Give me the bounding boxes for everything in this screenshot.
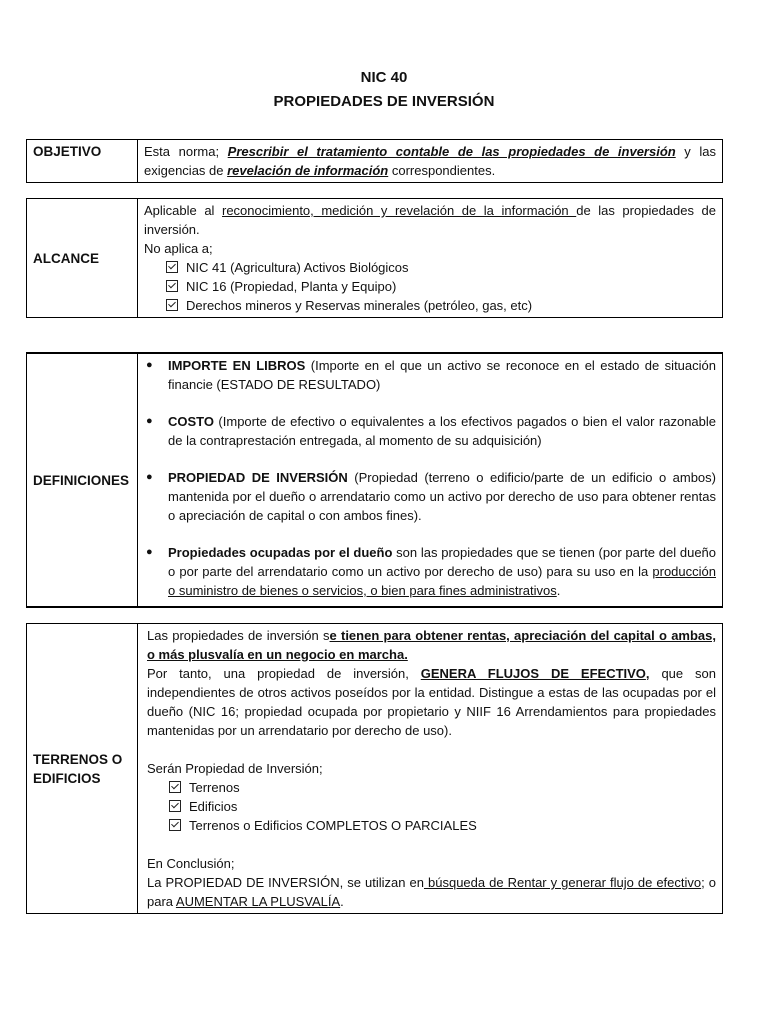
objetivo-text: Esta norma; Prescribir el tratamiento contable de las propiedades de inversión y las exigencias de revelación de información correspondientes. (138, 140, 723, 183)
checklist-item: NIC 41 (Agricultura) Activos Biológicos (144, 258, 716, 277)
definition-item: ● COSTO (Importe de efectivo o equivalentes a los efectivos pagados o bien el valor razonable de la contraprestación entregada, al momento de su adquisición) (146, 414, 716, 448)
terrenos-text: Las propiedades de inversión se tienen para obtener rentas, apreciación del capital o ambas, o más plusvalía en un negocio en marcha. Por tanto, una propiedad de inversión, GENERA FLUJOS DE EFECTIVO, que son independientes de otros activos poseídos por la entidad. Distingue a estas de las ocupadas por el dueño (NIC 16; propiedad ocupada por propietario y NIIF 16 Arrendamientos para propiedades mantenidas por un arrendatario por derecho de uso). Serán Propiedad de Inversión; Terrenos Edificios Terrenos o Edificios COMPLETOS O PARCIALES En Conclusión; La PROPIEDAD DE INVERSIÓN, se utilizan en búsqueda de Rentar y generar flujo de efectivo; o para AUMENTAR LA PLUSVALÍA. (138, 624, 723, 914)
alcance-section (26, 198, 723, 318)
objetivo-section (26, 139, 723, 183)
bullet-icon: ● (146, 471, 153, 483)
definiciones-list (138, 353, 723, 607)
definition-item: ● IMPORTE EN LIBROS (Importe en el que un activo se reconoce en el estado de situación financie (ESTADO DE RESULTADO) (146, 358, 716, 392)
checklist-item: NIC 16 (Propiedad, Planta y Equipo) (144, 277, 716, 296)
definition-item: ● Propiedades ocupadas por el dueño son las propiedades que se tienen (por parte del dueño o por parte del arrendatario como un activo por derecho de uso) para su uso en la producción o suministro de bienes o servicios, o bien para fines administrativos. (146, 545, 717, 598)
alcance-text: Aplicable al reconocimiento, medición y revelación de la información de las propiedades de inversión. No aplica a; NIC 41 (Agricultura) Activos Biológicos NIC 16 (Propiedad, Planta y Equipo) Derechos mineros y Reservas minerales (petróleo, gas, etc) (138, 199, 723, 318)
checkbox-icon (166, 299, 178, 311)
checklist-item: Terrenos o Edificios COMPLETOS O PARCIALES (147, 816, 716, 835)
document-subtitle: PROPIEDADES DE INVERSIÓN (273, 93, 495, 110)
definiciones-section (26, 352, 723, 608)
terrenos-section (26, 623, 723, 914)
checklist-item: Terrenos (147, 778, 716, 797)
alcance-label: ALCANCE (27, 199, 138, 318)
definition-item: ● PROPIEDAD DE INVERSIÓN (Propiedad (terreno o edificio/parte de un edificio o ambos) mantenida por el dueño o arrendatario como un activo por derecho de uso para obtener rentas o apreciación de capital o con ambos fines). (146, 470, 716, 523)
checkbox-icon (166, 261, 178, 273)
checkbox-icon (169, 819, 181, 831)
checkbox-icon (169, 781, 181, 793)
checkbox-icon (166, 280, 178, 292)
checklist-item: Derechos mineros y Reservas minerales (petróleo, gas, etc) (144, 296, 716, 315)
terrenos-label: TERRENOS O EDIFICIOS (27, 624, 138, 914)
checkbox-icon (169, 800, 181, 812)
objetivo-label: OBJETIVO (27, 140, 138, 183)
document-title: NIC 40 (360, 69, 408, 86)
bullet-icon: ● (146, 546, 153, 558)
bullet-icon: ● (146, 415, 153, 427)
definiciones-label: DEFINICIONES (27, 353, 138, 607)
bullet-icon: ● (146, 359, 153, 371)
checklist-item: Edificios (147, 797, 716, 816)
